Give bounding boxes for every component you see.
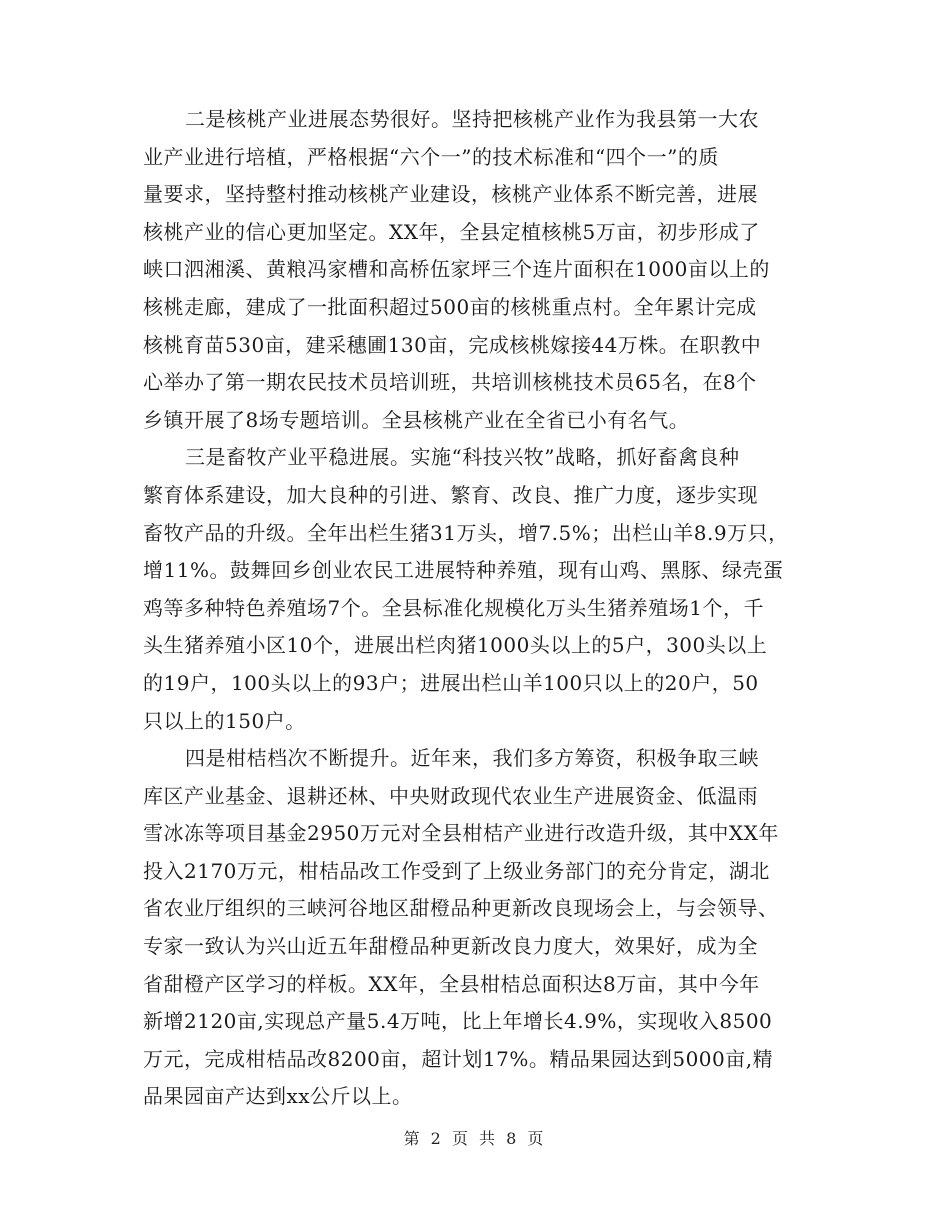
paragraph-line: 头生猪养殖小区10个，进展出栏肉猪1000头以上的5户，300头以上 [143, 633, 768, 658]
paragraph-line: 新增2120亩,实现总产量5.4万吨，比上年增长4.9%，实现收入8500 [143, 1009, 773, 1034]
paragraph-line: 的19户，100头以上的93户；进展出栏山羊100只以上的20户，50 [143, 670, 759, 695]
paragraph-line: 鸡等多种特色养殖场7个。全县标准化规模化万头生猪养殖场1个，千 [143, 595, 764, 620]
paragraph-line: 量要求，坚持整村推动核桃产业建设，核桃产业体系不断完善，进展 [143, 182, 758, 207]
paragraph-line: 畜牧产品的升级。全年出栏生猪31万头，增7.5%；出栏山羊8.9万只， [143, 520, 789, 545]
paragraph-first-line: 四是柑桔档次不断提升。近年来，我们多方筹资，积极争取三峡 [185, 746, 759, 771]
paragraph-line: 核桃育苗530亩，建采穗圃130亩，完成核桃嫁接44万株。在职教中 [143, 332, 762, 357]
paragraph-line: 乡镇开展了8场专题培训。全县核桃产业在全省已小有名气。 [143, 407, 690, 432]
paragraph-line: 省甜橙产区学习的样板。XX年，全县柑桔总面积达8万亩，其中今年 [143, 971, 760, 996]
paragraph-line: 峡口泗湘溪、黄粮冯家槽和高桥伍家坪三个连片面积在1000亩以上的 [143, 257, 770, 282]
paragraph-line: 省农业厅组织的三峡河谷地区甜橙品种更新改良现场会上，与会领导、 [143, 896, 779, 921]
paragraph-line: 投入2170万元，柑桔品改工作受到了上级业务部门的充分肯定，湖北 [143, 858, 770, 883]
paragraph-line: 核桃走廊，建成了一批面积超过500亩的核桃重点村。全年累计完成 [143, 294, 757, 319]
paragraph-first-line: 二是核桃产业进展态势很好。坚持把核桃产业作为我县第一大农 [185, 107, 759, 131]
paragraph-line: 品果园亩产达到xx公斤以上。 [143, 1084, 413, 1109]
page-footer: 第 2 页 共 8 页 [403, 1129, 547, 1148]
paragraph-line: 核桃产业的信心更加坚定。XX年，全县定植核桃5万亩，初步形成了 [143, 219, 760, 244]
paragraph-line: 只以上的150户。 [143, 708, 306, 733]
paragraph-line: 繁育体系建设，加大良种的引进、繁育、改良、推广力度，逐步实现 [143, 482, 758, 507]
paragraph-line: 万元，完成柑桔品改8200亩，超计划17%。精品果园达到5000亩,精 [143, 1046, 774, 1071]
paragraph-line: 业产业进行培植，严格根据“六个一”的技术标准和“四个一”的质 [143, 144, 719, 169]
paragraph-line: 心举办了第一期农民技术员培训班，共培训核桃技术员65名，在8个 [143, 370, 757, 395]
paragraph-line: 专家一致认为兴山近五年甜橙品种更新改良力度大，效果好，成为全 [143, 934, 758, 959]
document-body [143, 101, 803, 1116]
paragraph-line: 库区产业基金、退耕还林、中央财政现代农业生产进展资金、低温雨 [143, 783, 758, 808]
paragraph-first-line: 三是畜牧产业平稳进展。实施“科技兴牧”战略，抓好畜禽良种 [185, 445, 740, 470]
paragraph-line: 增11%。鼓舞回乡创业农民工进展特种养殖，现有山鸡、黑豚、绿壳蛋 [143, 558, 784, 583]
paragraph-line: 雪冰冻等项目基金2950万元对全县柑桔产业进行改造升级，其中XX年 [143, 821, 779, 846]
